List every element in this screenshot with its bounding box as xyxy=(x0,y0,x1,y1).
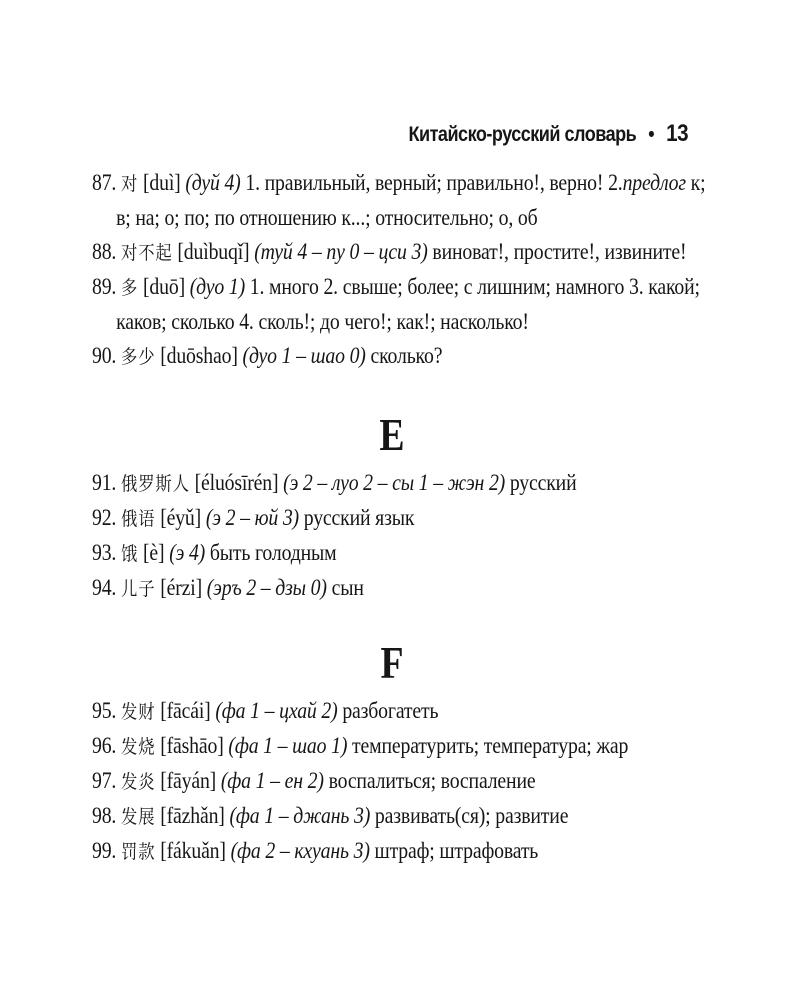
entry-part-of-speech: предлог xyxy=(622,170,686,195)
entry-meaning: температурить; температура; жар xyxy=(347,733,629,758)
entry-meaning: развивать(ся); развитие xyxy=(370,803,569,828)
entry-number: 97. xyxy=(92,768,117,793)
entry-reading: (фа 1 – ен 2) xyxy=(220,768,324,793)
entry-meaning: виноват!, простите!, извините! xyxy=(427,239,687,264)
entry-hanzi: 俄罗斯人 xyxy=(120,473,190,495)
entry-meaning: разбогатеть xyxy=(337,698,439,723)
entry-pinyin: [fācái] xyxy=(160,698,211,723)
entry-pinyin: [duì] xyxy=(142,170,181,195)
entry-meaning: сколько? xyxy=(365,343,443,368)
dictionary-entry xyxy=(92,536,716,571)
entry-reading: (фа 2 – кхуань 3) xyxy=(230,838,370,863)
entry-reading: (фа 1 – цхай 2) xyxy=(215,698,338,723)
dictionary-entry xyxy=(92,729,716,764)
entry-hanzi: 对不起 xyxy=(120,242,173,264)
entry-meaning: воспалиться; воспаление xyxy=(323,768,536,793)
entry-number: 90. xyxy=(92,343,117,368)
entry-pinyin: [érzi] xyxy=(160,575,202,600)
entry-hanzi: 俄语 xyxy=(120,508,156,530)
entry-reading: (эръ 2 – дзы 0) xyxy=(206,575,327,600)
section-d xyxy=(92,166,706,374)
entry-pinyin: [éyǔ] xyxy=(160,505,202,530)
entry-pinyin: [è] xyxy=(142,540,165,565)
entry-reading: (э 2 – луо 2 – сы 1 – жэн 2) xyxy=(283,470,506,495)
entry-hanzi: 发烧 xyxy=(120,736,156,758)
dictionary-entry xyxy=(92,466,716,501)
entry-meaning: сын xyxy=(326,575,364,600)
dictionary-entry xyxy=(92,339,716,374)
dictionary-entry xyxy=(92,166,716,235)
entry-pinyin: [fákuǎn] xyxy=(160,838,226,863)
entry-number: 92. xyxy=(92,505,117,530)
section-letter-f: F xyxy=(380,637,404,688)
dictionary-entry xyxy=(92,270,716,339)
entry-hanzi: 饿 xyxy=(120,543,139,565)
entry-reading: (дуй 4) xyxy=(185,170,241,195)
section-e xyxy=(92,466,692,606)
entry-meaning: русский xyxy=(505,470,577,495)
entry-number: 96. xyxy=(92,733,117,758)
entry-hanzi: 多少 xyxy=(120,346,156,368)
entry-number: 89. xyxy=(92,274,117,299)
entry-meaning: русский язык xyxy=(298,505,415,530)
entry-hanzi: 发炎 xyxy=(120,771,156,793)
entry-number: 95. xyxy=(92,698,117,723)
entry-number: 93. xyxy=(92,540,117,565)
entry-meaning: 1. много 2. свыше; более; с лишним; намного 3. какой; каков; сколько 4. сколь!; до чего!; как!; насколько! xyxy=(116,274,700,334)
running-head xyxy=(408,120,688,148)
entry-meaning: штраф; штрафовать xyxy=(369,838,539,863)
entry-pinyin: [fāyán] xyxy=(160,768,217,793)
entry-hanzi: 发财 xyxy=(120,701,156,723)
entry-pinyin: [duō] xyxy=(142,274,185,299)
entry-number: 99. xyxy=(92,838,117,863)
dictionary-entry xyxy=(92,694,716,729)
entry-pinyin: [fāzhǎn] xyxy=(160,803,225,828)
entry-number: 98. xyxy=(92,803,117,828)
entry-hanzi: 儿子 xyxy=(120,578,156,600)
entry-reading: (э 2 – юй 3) xyxy=(205,505,299,530)
entry-meaning-continued: к; в; на; о; по; по отношению к...; относительно; о, об xyxy=(116,170,706,230)
entry-number: 94. xyxy=(92,575,117,600)
dictionary-entry xyxy=(92,501,716,536)
entry-number: 87. xyxy=(92,170,117,195)
entry-meaning: 1. правильный, верный; правильно!, верно! 2. xyxy=(240,170,623,195)
entry-hanzi: 发展 xyxy=(120,806,156,828)
section-f xyxy=(92,694,692,869)
entry-reading: (дуо 1) xyxy=(189,274,245,299)
dictionary-entry xyxy=(92,799,716,834)
section-letter-e: E xyxy=(379,409,405,460)
entry-reading: (туй 4 – пу 0 – цси 3) xyxy=(254,239,428,264)
page-number: 13 xyxy=(666,120,688,147)
dictionary-entry xyxy=(92,571,716,606)
bullet-separator: • xyxy=(648,123,655,146)
entry-number: 88. xyxy=(92,239,117,264)
entry-pinyin: [duōshao] xyxy=(160,343,238,368)
entry-pinyin: [éluósīrén] xyxy=(194,470,279,495)
entry-number: 91. xyxy=(92,470,117,495)
entry-pinyin: [fāshāo] xyxy=(160,733,224,758)
dictionary-entry xyxy=(92,834,716,869)
running-head-title: Китайско-русский словарь xyxy=(408,123,637,146)
entry-hanzi: 多 xyxy=(120,277,139,299)
entry-hanzi: 罚款 xyxy=(120,841,156,863)
dictionary-entry xyxy=(92,764,716,799)
entry-pinyin: [duìbuqǐ] xyxy=(177,239,250,264)
entry-reading: (дуо 1 – шао 0) xyxy=(242,343,366,368)
entry-meaning: быть голодным xyxy=(205,540,337,565)
entry-reading: (фа 1 – шао 1) xyxy=(228,733,348,758)
dictionary-entry xyxy=(92,235,716,270)
entry-hanzi: 对 xyxy=(120,173,139,195)
entry-reading: (э 4) xyxy=(169,540,206,565)
entry-reading: (фа 1 – джань 3) xyxy=(229,803,371,828)
